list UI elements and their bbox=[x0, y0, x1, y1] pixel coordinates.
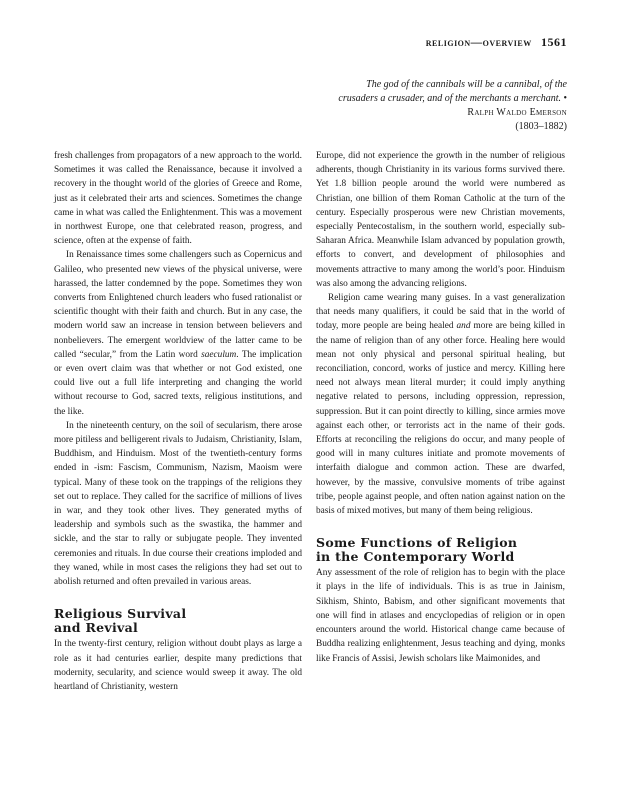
paragraph: Europe, did not experience the growth in the number of religious adherents, though Christianity in its various forms survived there. Yet 1.8 billion people around the world were numbered as Christian, one billion of them Roman Catholic at the turn of the century. Especially prosperous were new Christian movements, especially Pentecostalism, in the southern world, especially sub-Saharan Africa. Meanwhile Islam advanced by population growth, efforts to convert, and development of philosophies and movements attractive to many among the world’s poor. Hinduism was also among the advancing religions. bbox=[316, 151, 565, 289]
epigraph-quote: The god of the cannibals will be a cannibal, of the crusaders a crusader, and of the merchants a merchant. bbox=[338, 79, 567, 104]
heading-line: Religious Survival bbox=[54, 606, 187, 622]
text-run: more are being killed in the name of religion than of any other force. Healing here would mean not only physical and personal spiritual healing, but reconciliation, concord, works of justice and mercy. Killing here need not always mean literal murder; it could imply anything negative related to persons, including oppression, repression, suppression. But it can point directly to killing, since armies move against each other, or terrorists act in the name of their gods. Efforts at reconciling the religions do occur, and many people of good will in many cultures initiate and promote movements of interfaith dialogue and common action. These are dwarfed, however, by the massive, convulsive moments of tribe against tribe, people against people, and often nation against nation on the basis of mixed motives, but many of them being religious. bbox=[316, 321, 565, 517]
paragraph: Any assessment of the role of religion has to begin with the place it plays in the life of individuals. This is as true in Jainism, Sikhism, Shinto, Babism, and other significant movements that one will find in atlases and encyclopedias of religion or in open encounters around the world. Historical change came because of Buddha realizing enlightenment, Jesus teaching and dying, monks like Francis of Assisi, Jewish scholars like Maimonides, and bbox=[316, 568, 565, 664]
paragraph: In the twenty-first century, religion without doubt plays as large a role as it had centuries earlier, despite many predictions that modernity, secularity, and science would sweep it away. The old heartland of Christianity, western bbox=[54, 639, 302, 692]
text-run: . The implication or even overt claim was that whether or not God existed, one could live out a full life interpreting and changing the world without recourse to God, sacred texts, religious institutions, and the like. bbox=[54, 349, 302, 417]
epigraph-dates: (1803–1882) bbox=[515, 121, 567, 132]
section-heading-religious-survival bbox=[54, 607, 302, 635]
epigraph bbox=[327, 78, 567, 134]
paragraph: In the nineteenth century, on the soil of secularism, there arose more pitiless and belligerent rivals to Judaism, Christianity, Islam, Buddhism, and Hinduism. Most of the twentieth-century forms ended in -ism: Fascism, Communism, Nazism, Maoism were typical. Many of these took on the trappings of the religions they set out to replace. They called for the sacrifice of millions of lives in war, and they took other lives. They generated myths of leadership and symbols such as the swastika, the hammer and sickle, and the star to rally or subjugate people. They invented ceremonies and rituals. In due course their creations imploded and they waned, while in most cases the religions they had set out to abolish returned and often prevailed in various areas. bbox=[54, 420, 302, 588]
paragraph bbox=[54, 248, 302, 418]
heading-line: Some Functions of Religion bbox=[316, 535, 518, 551]
italic-term: saeculum bbox=[201, 349, 237, 360]
italic-term: and bbox=[456, 321, 471, 332]
running-head bbox=[426, 35, 567, 50]
epigraph-author: Ralph Waldo Emerson bbox=[467, 107, 567, 118]
section-heading-functions-of-religion bbox=[316, 536, 565, 564]
page-number: 1561 bbox=[541, 35, 567, 49]
heading-line: and Revival bbox=[54, 620, 139, 636]
heading-line: in the Contemporary World bbox=[316, 549, 515, 565]
section-title: religion—overview bbox=[425, 37, 532, 49]
paragraph: fresh challenges from propagators of a new approach to the world. Sometimes it was called the Renaissance, because it involved a recovery in the thought world of the glories of Greece and Rome, just as it celebrated their arts and sciences. Sometimes the change came in what was called the Enlightenment. This was a movement in northwest Europe, one that celebrated reason, progress, and science, often at the expense of faith. bbox=[54, 151, 302, 247]
right-column bbox=[316, 149, 565, 666]
paragraph bbox=[316, 291, 565, 518]
text-run: Religion came wearing many guises. In a vast generalization that needs many qualifiers, it could be said that in the world of today, more people are being healed bbox=[316, 293, 565, 332]
epigraph-bullet: • bbox=[563, 93, 567, 104]
text-run: In Renaissance times some challengers such as Copernicus and Galileo, who presented new views of the physical universe, were harassed, the latter condemned by the pope. Sometimes they won converts from Enlightened church leaders who fused rationalist or scientific thought with their faith and church. But in any case, the modern world saw an increase in tension between believers and nonbelievers. The emergent worldview of the latter came to be called “secular,” from the Latin word bbox=[54, 250, 302, 360]
left-column bbox=[54, 149, 302, 694]
